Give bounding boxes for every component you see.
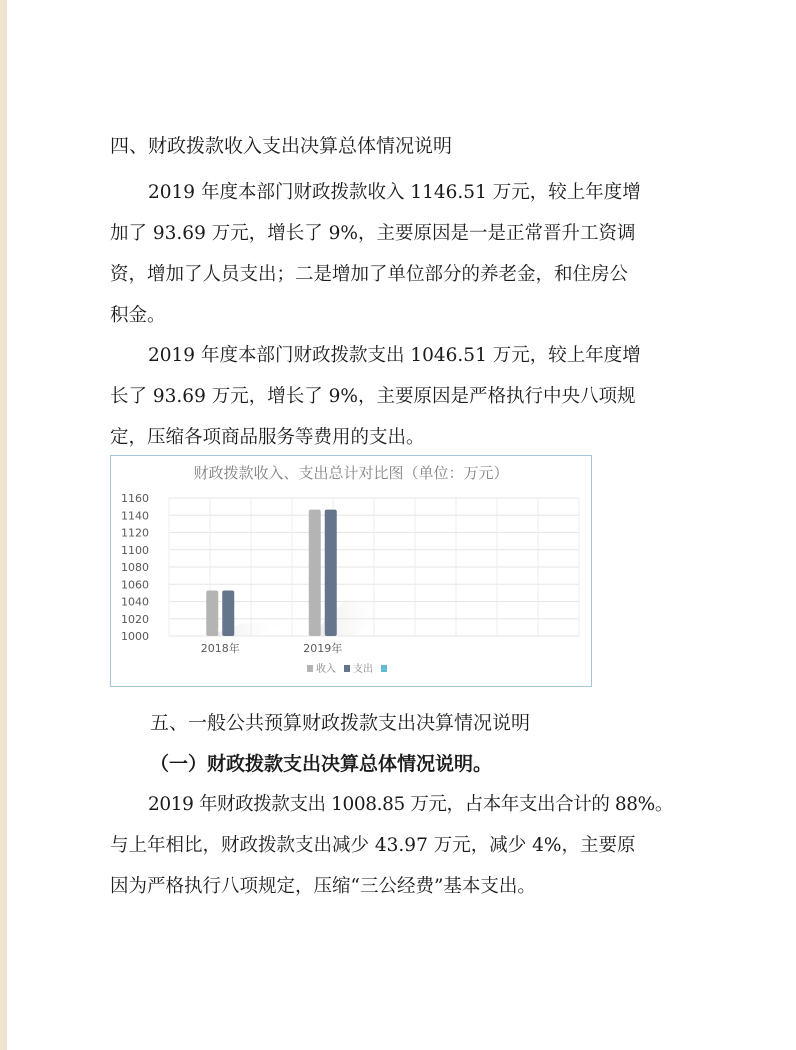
legend-swatch <box>307 665 313 672</box>
y-tick-label: 1080 <box>121 561 149 574</box>
text-line: 2019 年度本部门财政拨款收入 1146.51 万元，较上年度增 <box>148 182 641 203</box>
y-tick-label: 1000 <box>121 630 149 643</box>
text-line: 与上年相比，财政拨款支出减少 43.97 万元，减少 4%，主要原 <box>110 835 636 856</box>
bar-shadow <box>208 623 290 636</box>
page-edge <box>0 0 7 1050</box>
text-line: 长了 93.69 万元，增长了 9%，主要原因是严格执行中央八项规 <box>110 386 636 407</box>
chart-canvas <box>111 456 591 686</box>
chart-bars <box>201 510 393 655</box>
legend-swatch <box>381 665 387 672</box>
chart-legend <box>307 662 387 675</box>
text-line: 因为严格执行八项规定，压缩“三公经费”基本支出。 <box>110 876 536 897</box>
y-tick-label: 1160 <box>121 492 149 505</box>
legend-swatch <box>344 665 350 672</box>
text-line: 资，增加了人员支出；二是增加了单位部分的养老金，和住房公 <box>110 264 629 285</box>
legend-label: 支出 <box>353 664 373 675</box>
section-5-subheading: （一）财政拨款支出决算总体情况说明。 <box>150 753 493 775</box>
text-line: 定，压缩各项商品服务等费用的支出。 <box>110 427 425 448</box>
section-5-paragraph <box>110 784 702 907</box>
y-tick-label: 1100 <box>121 543 149 557</box>
text-line: 2019 年财政拨款支出 1008.85 万元，占本年支出合计的 88%。 <box>148 794 673 815</box>
y-tick-label: 1040 <box>121 595 149 609</box>
text-line: 2019 年度本部门财政拨款支出 1046.51 万元，较上年度增 <box>148 345 641 366</box>
y-tick-label: 1020 <box>121 612 149 626</box>
bar-expense-1 <box>325 510 337 636</box>
x-tick-label: 2018年 <box>200 642 240 655</box>
section-4-heading: 四、财政拨款收入支出决算总体情况说明 <box>110 135 453 157</box>
y-tick-label: 1120 <box>121 526 149 540</box>
text-line: 积金。 <box>110 305 166 326</box>
section-4-paragraph-2 <box>110 335 702 458</box>
section-4-paragraph-1 <box>110 172 702 336</box>
income-expense-chart <box>110 455 592 687</box>
text-line: 加了 93.69 万元，增长了 9%，主要原因是一是正常晋升工资调 <box>110 223 636 244</box>
bar-income-1 <box>309 510 321 636</box>
section-5-heading: 五、一般公共预算财政拨款支出决算情况说明 <box>150 712 531 734</box>
bar-income-0 <box>206 590 218 636</box>
x-tick-label: 2019年 <box>303 642 343 655</box>
chart-title: 财政拨款收入、支出总计对比图（单位：万元） <box>193 464 509 482</box>
bar-expense-0 <box>222 590 234 636</box>
y-tick-label: 1140 <box>121 509 149 523</box>
y-tick-label: 1060 <box>121 578 149 592</box>
legend-label: 收入 <box>316 664 336 675</box>
